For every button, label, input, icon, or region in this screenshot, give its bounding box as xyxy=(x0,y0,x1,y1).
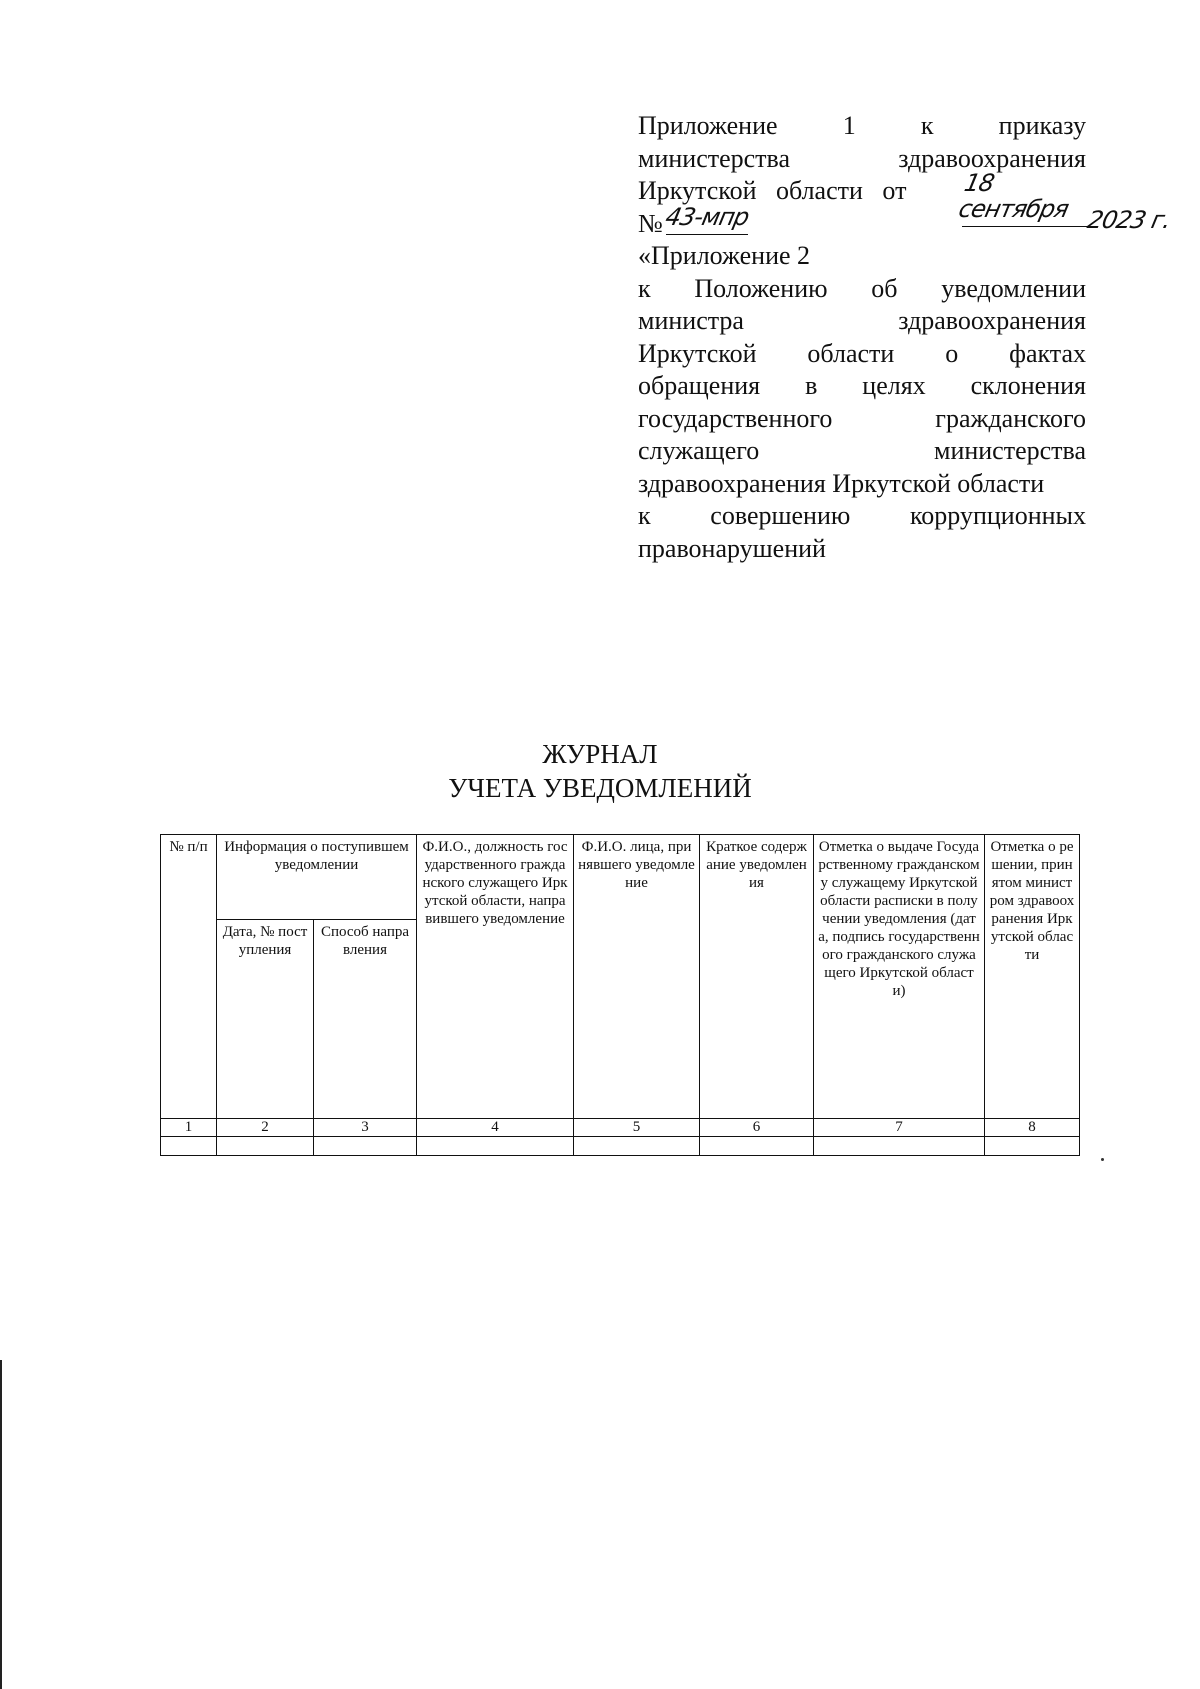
header-word: коррупционных xyxy=(909,501,1086,530)
header-word: министра xyxy=(638,306,744,335)
header-word: служащего xyxy=(638,436,760,465)
body-line xyxy=(638,338,1086,371)
order-number-handwritten xyxy=(663,203,752,235)
header-cell-summary: Краткое содержание уведомления xyxy=(700,835,814,1119)
header-word: области xyxy=(807,338,895,368)
empty-cell xyxy=(217,1137,314,1156)
header-word: Приложение xyxy=(638,111,778,140)
column-number: 8 xyxy=(985,1119,1080,1137)
column-number: 4 xyxy=(417,1119,574,1137)
header-cell-method: Способ направления xyxy=(314,920,417,1119)
number-sign: № xyxy=(638,208,663,238)
header-cell-fio-receiver: Ф.И.О. лица, принявшего уведомление xyxy=(574,835,700,1119)
scan-edge-mark xyxy=(0,1360,2,1689)
handwritten-year: 2023 г. xyxy=(1085,206,1173,234)
empty-cell xyxy=(417,1137,574,1156)
header-cell-info-group: Информация о поступившем уведомлении xyxy=(217,835,417,920)
body-line xyxy=(638,403,1086,436)
header-cell-decision-mark: Отметка о решении, принятом министром здравоохранения Иркутской области xyxy=(985,835,1080,1119)
header-word: министерства xyxy=(638,143,791,173)
header-word: Иркутской xyxy=(638,176,757,205)
column-number: 5 xyxy=(574,1119,700,1137)
column-number: 1 xyxy=(161,1119,217,1137)
body-line xyxy=(638,370,1086,403)
header-word: к xyxy=(638,273,651,303)
order-year-field xyxy=(1085,206,1173,234)
header-cell-fio-servant: Ф.И.О., должность государственного гражданского служащего Иркутской области, направившего уведомление xyxy=(417,835,574,1119)
header-word: к xyxy=(638,501,651,530)
body-last-line: правонарушений xyxy=(638,533,826,563)
empty-cell xyxy=(161,1137,217,1156)
column-number: 6 xyxy=(700,1119,814,1137)
order-date-field xyxy=(956,169,1088,227)
header-word: области xyxy=(776,176,863,205)
header-word: здравоохранения xyxy=(898,143,1086,173)
header-word: Положению xyxy=(694,273,828,303)
notifications-journal-table xyxy=(160,834,1080,1156)
header-word: Иркутской xyxy=(638,338,757,368)
table-empty-row xyxy=(161,1137,1080,1156)
handwritten-date: 18 сентября xyxy=(956,169,1071,223)
order-date-handwritten xyxy=(956,169,1088,227)
body-line xyxy=(638,468,1086,501)
empty-cell xyxy=(314,1137,417,1156)
header-word: министерства xyxy=(933,436,1086,465)
order-number-field xyxy=(663,203,806,235)
journal-title xyxy=(0,737,1200,805)
header-word: совершению xyxy=(710,501,851,530)
header-cell-number: № п/п xyxy=(161,835,217,1119)
header-word: от xyxy=(882,176,907,205)
body-line xyxy=(638,305,1086,338)
header-word: склонения xyxy=(970,371,1086,400)
title-line-2: УЧЕТА УВЕДОМЛЕНИЙ xyxy=(448,773,752,803)
header-word: гражданского xyxy=(935,403,1086,433)
appendix-2-title: «Приложение 2 xyxy=(638,241,811,270)
handwritten-number: 43-мпр xyxy=(663,203,752,231)
empty-cell xyxy=(985,1137,1080,1156)
header-word: государственного xyxy=(638,403,833,433)
table-numbers-row xyxy=(161,1119,1080,1137)
header-word: об xyxy=(871,273,898,303)
body-line xyxy=(638,435,1086,468)
header-word: уведомлении xyxy=(941,273,1086,303)
column-number: 7 xyxy=(814,1119,985,1137)
header-word: фактах xyxy=(1009,338,1086,368)
empty-cell xyxy=(700,1137,814,1156)
header-word: о xyxy=(945,338,959,368)
header-word: здравоохранения xyxy=(898,306,1086,335)
header-word: здравоохранения Иркутской области xyxy=(638,468,1045,498)
empty-cell xyxy=(814,1137,985,1156)
header-word: 1 xyxy=(842,111,856,140)
column-number: 2 xyxy=(217,1119,314,1137)
body-line xyxy=(638,273,1086,306)
header-word: целях xyxy=(862,371,926,400)
header-word: обращения xyxy=(638,371,761,400)
header-line-1 xyxy=(638,110,1086,143)
column-number: 3 xyxy=(314,1119,417,1137)
scan-speck xyxy=(1101,1158,1104,1161)
empty-cell xyxy=(574,1137,700,1156)
body-line xyxy=(638,500,1086,533)
header-cell-date: Дата, № поступления xyxy=(217,920,314,1119)
table-header-row xyxy=(161,835,1080,920)
header-word: приказу xyxy=(998,111,1086,140)
header-word: к xyxy=(920,111,934,140)
header-word: в xyxy=(805,371,818,400)
title-line-1: ЖУРНАЛ xyxy=(542,739,658,769)
header-cell-receipt-mark: Отметка о выдаче Государственному гражданскому служащему Иркутской области расписки в получении уведомления (дата, подпись государственного гражданского служащего Иркутской области) xyxy=(814,835,985,1119)
